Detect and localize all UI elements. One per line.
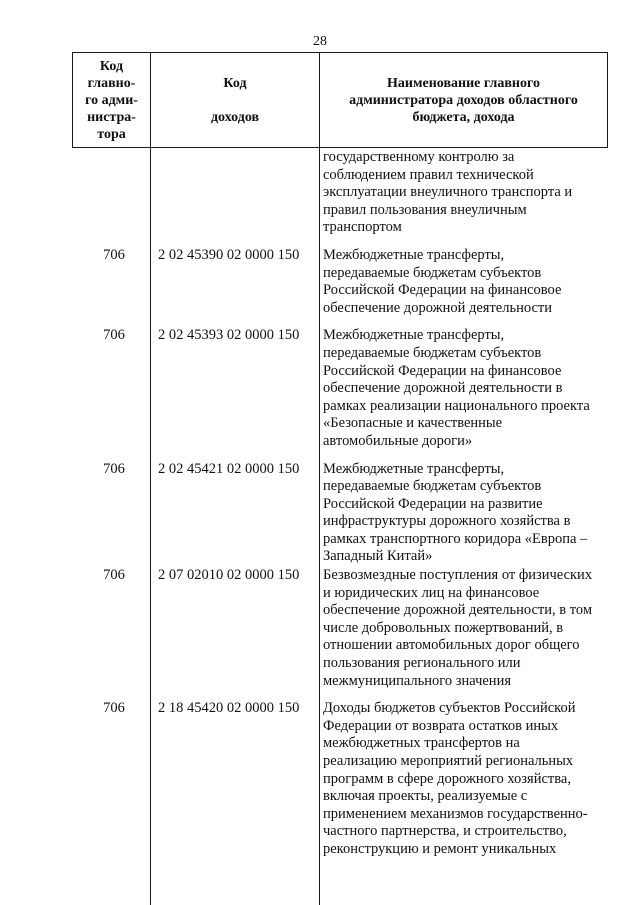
table-row xyxy=(72,247,608,317)
income-name-cell: Межбюджетные трансферты, передаваемые бюджетам субъектов Российской Федерации на финансовое обеспечение дорожной деятельности в рамках реализации национального проекта «Безопасные и качественные автомобильные дороги» xyxy=(323,327,590,449)
page-number: 28 xyxy=(313,34,327,49)
admin-code-cell: 706 xyxy=(103,460,125,477)
table-header xyxy=(72,52,608,148)
income-name-cell: Межбюджетные трансферты, передаваемые бюджетам субъектов Российской Федерации на финансовое обеспечение дорожной деятельности xyxy=(323,246,562,316)
table-row xyxy=(72,700,608,858)
income-code-cell: 2 02 45421 02 0000 150 xyxy=(158,460,300,477)
income-code-cell xyxy=(150,148,319,237)
table-row xyxy=(72,327,608,450)
table-body xyxy=(72,148,608,859)
admin-code-cell: 706 xyxy=(103,567,125,584)
header-income-code: Код доходов xyxy=(151,53,320,147)
table-row xyxy=(72,567,608,690)
income-name-cell: Безвозмездные поступления от физических и юридических лиц на финансовое обеспечение дорожной деятельности, в том числе добровольных пожертвований, в отношении автомобильных дорог общего пользования регионального или межмуниципального значения xyxy=(323,567,593,689)
income-name-cell: Доходы бюджетов субъектов Российской Федерации от возврата остатков иных межбюджетных трансфертов на реализацию мероприятий региональных программ в сфере дорожного хозяйства, включая проекты, реализуемые с применением механизмов государственно- частного партнерства, и строительство, реконструкцию и ремонт уникальных xyxy=(323,700,588,857)
admin-code-cell: 706 xyxy=(103,700,125,717)
income-name-cell: Межбюджетные трансферты, передаваемые бюджетам субъектов Российской Федерации на развитие инфраструктуры дорожного хозяйства в рамках транспортного коридора «Европа – Западный Китай» xyxy=(323,460,588,565)
admin-code-cell xyxy=(72,148,150,237)
income-name-cell: государственному контролю за соблюдением правил технической эксплуатации внеуличного транспорта и правил пользования внеуличным транспортом xyxy=(323,149,573,236)
admin-code-cell: 706 xyxy=(103,246,125,263)
income-code-cell: 2 02 45393 02 0000 150 xyxy=(158,327,300,344)
table-row xyxy=(72,461,608,567)
table-row xyxy=(72,148,608,237)
income-code-cell: 2 02 45390 02 0000 150 xyxy=(158,246,300,263)
admin-code-cell: 706 xyxy=(103,327,125,344)
header-admin-name: Наименование главного администратора доходов областного бюджета, дохода xyxy=(349,75,578,125)
income-code-cell: 2 07 02010 02 0000 150 xyxy=(158,567,300,584)
income-code-cell: 2 18 45420 02 0000 150 xyxy=(158,700,300,717)
header-admin-code: Код главно- го адми- нистра- тора xyxy=(73,53,151,147)
